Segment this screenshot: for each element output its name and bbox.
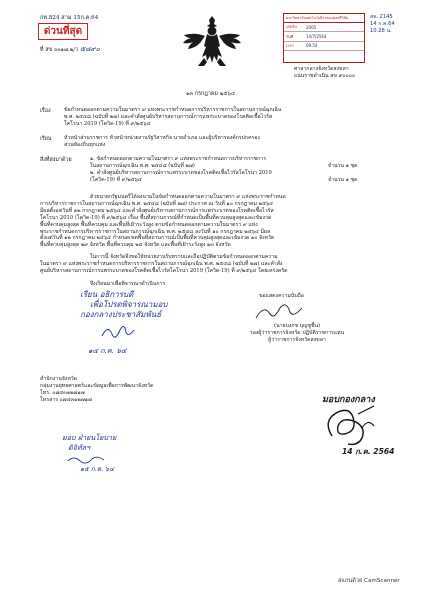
urgency-stamp: ด่วนที่สุด (38, 23, 88, 40)
handwritten-line: เพื่อโปรดพิจารณามอบ (90, 300, 168, 309)
recipient-line: หัวหน้าส่วนราชการ หัวหน้าหน่วยงานรัฐวิสาหกิจ นายอำเภอ และผู้บริหารองค์กรปกครอง (64, 135, 260, 141)
enclosure-line: ในสถานการณ์ฉุกเฉิน พ.ศ. ๒๕๔๘ (ฉบับที่ ๒๗) (90, 162, 195, 169)
body-line: พื้นที่ควบคุมสูงสุด ๒๙ จังหวัด พื้นที่ควบคุม ๒๕ จังหวัด และพื้นที่เฝ้าระวังสูง ๑๓ จังหวัด (40, 242, 231, 249)
side-reference-line: 14 ก.ค.64 (370, 20, 395, 27)
body-line: โคโรนา 2019 (โควิด-19) ที่ ๙/๒๕๖๔ เรื่อง พื้นที่สถานการณ์ที่กำหนดเป็นพื้นที่ควบคุมสูงสุดและเข้มงวด (40, 214, 272, 221)
body-line: ด้วยนายกรัฐมนตรีได้ลงนามในข้อกำหนดออกตามความในมาตรา ๙ แห่งพระราชกำหนด (90, 194, 286, 200)
receive-stamp-row (284, 23, 364, 32)
enclosure-qty: จำนวน ๑ ชุด (328, 163, 358, 169)
body-line: ศูนย์บริหารสถานการณ์การแพร่ระบาดของโรคติดเชื้อไวรัสโคโรนา 2019 (โควิด-19) ที่ ๙/๒๕๖๔ โดยเคร่งครัด (40, 267, 288, 274)
receive-stamp-key: เลขรับ (286, 24, 297, 30)
handwritten-forward-note (80, 290, 168, 320)
garuda-emblem-icon (180, 12, 244, 70)
enclosure-qty: จำนวน ๑ ชุด (328, 177, 358, 183)
enclosure-item-2 (90, 170, 272, 184)
sender-address (294, 66, 355, 81)
body-paragraph-1 (40, 194, 386, 249)
recipient-line: ส่วนท้องถิ่นทุกแห่ง (64, 141, 106, 148)
body-line: ในการนี้ จังหวัดจึงขอให้หน่วยงานรับทราบและถือปฏิบัติตามข้อกำหนดออกตามความ (90, 254, 278, 260)
body-line: ตั้งแต่วันที่ ๑๒ กรกฎาคม ๒๕๖๔ กำหนดเขตพื้นที่สถานการณ์เป็นพื้นที่ควบคุมสูงสุดและเข้มงวด ๑๐ จังหวัด (40, 235, 275, 242)
side-reference-line: สจ. 2145 (370, 14, 393, 20)
receive-stamp-value: 14/7/2564 (306, 34, 327, 40)
handwritten-line: เรียน อธิการบดี (80, 290, 134, 299)
enclosure-line: ๑. ข้อกำหนดออกตามความในมาตรา ๙ แห่งพระราชกำหนดการบริหารราชการ (90, 156, 267, 162)
body-line: การบริหารราชการในสถานการณ์ฉุกเฉิน พ.ศ. ๒๕๔๘ (ฉบับที่ ๒๗) ประกาศ ณ วันที่ ๑๐ กรกฎาคม ๒๕๖๔ (40, 200, 274, 207)
closing-request: จึงเรียนมาเพื่อพิจารณาดำเนินการ (90, 281, 166, 287)
subject-line: ข้อกำหนดออกตามความในมาตรา ๙ แห่งพระราชกำหนดการบริหารราชการในสถานการณ์ฉุกเฉิน (64, 107, 282, 113)
received-code: กท.824 สาม 15ก.ค.64 (40, 15, 99, 21)
handwritten-line: มอบ ฝ่ายนโยบาย (62, 433, 117, 442)
receive-stamp-row (284, 32, 364, 41)
body-line: มีผลตั้งแต่วันที่ ๑๒ กรกฎาคม ๒๕๖๔ และคำสั่งศูนย์บริหารสถานการณ์การแพร่ระบาดของโรคติดเชื้อไวรัส (40, 207, 274, 214)
handwritten-signature-1 (100, 322, 136, 344)
recipient-label: เรียน (40, 136, 52, 142)
enclosures-label: สิ่งที่ส่งมาด้วย (40, 157, 72, 163)
subject-label: เรื่อง (40, 108, 51, 114)
contact-tel: โทร. ๐๗๔๓๑๒๗๑๗ (40, 389, 85, 396)
receive-stamp-title: มหาวิทยาลัยเทคโนโลยีราชมงคลศรีวิชัย (284, 14, 364, 23)
body-line: พระราชกำหนดการบริหารราชการในสถานการณ์ฉุกเฉิน พ.ศ. ๒๕๔๘ ลงวันที่ ๑๐ กรกฎาคม ๒๕๖๔ มีผล (40, 228, 271, 235)
document-number-handwritten: ๕๘๙๐ (79, 45, 100, 53)
document-date: ๑๓ กรกฎาคม ๒๕๖๔ (186, 91, 235, 97)
contact-fax: โทรสาร ๐๗๔๓๑๒๗๑๗ (40, 396, 92, 403)
handwritten-line: กองกลางประชาสัมพันธ์ (80, 310, 162, 319)
closing-text: ขอแสดงความนับถือ (259, 293, 304, 299)
executive-signature (318, 402, 382, 446)
contact-office: สำนักงานจังหวัด (40, 376, 78, 382)
handwritten-assign-division: มอบกองกลาง (322, 395, 375, 405)
body-paragraph-2 (40, 254, 386, 275)
contact-block (40, 376, 153, 404)
receive-stamp-row (284, 42, 364, 51)
receive-stamp-value: 09.54 (306, 43, 318, 49)
scanner-watermark: สแกนด้วย CamScanner (338, 578, 400, 584)
signer-position: ผู้ว่าราชการจังหวัดสงขลา (268, 336, 326, 343)
signer-position: รองผู้ว่าราชการจังหวัด ปฏิบัติราชการแทน (250, 329, 345, 336)
receive-stamp-value: 2005 (306, 24, 317, 30)
handwritten-date-3: 14 ก.ค. 2564 (342, 447, 395, 456)
handwritten-line: ดิจิทัลฯ (68, 443, 91, 452)
signer-name: (นายบงกช บุญชูชื่น) (274, 323, 321, 329)
body-line: พื้นที่ควบคุมสูงสุด พื้นที่ควบคุม และพื้นที่เฝ้าระวังสูง ตามข้อกำหนดออกตามความในมาตรา ๙ แห่ง (40, 221, 258, 228)
signer-block (250, 323, 344, 344)
contact-group: กลุ่มงานยุทธศาสตร์และข้อมูลเพื่อการพัฒนาจังหวัด (40, 382, 154, 389)
subject-line: พ.ศ. ๒๕๔๘ (ฉบับที่ ๒๗) และคำสั่งศูนย์บริหารสถานการณ์การแพร่ระบาดของโรคติดเชื้อไวรัส (64, 113, 273, 120)
handwritten-date: ๑๔ ก.ค. ๖๔ (88, 346, 127, 355)
side-reference-line: 10.28 น. (370, 27, 392, 34)
receive-stamp (283, 13, 365, 63)
handwritten-date-2: ๑๕ ก.ค. ๖๔ (80, 465, 115, 473)
document-number (40, 44, 100, 55)
sender-road: ถนนราชดำเนิน สข ๙๐๐๐๐ (294, 73, 356, 80)
sender-office: ศาลากลางจังหวัดสงขลา (294, 66, 349, 72)
side-reference (370, 14, 395, 34)
document-number-prefix: ที่ สข ๐๐๑๗.๒/ว (40, 47, 79, 53)
subject-text (64, 107, 281, 128)
signer-signature (252, 302, 308, 324)
enclosure-line: (โควิด-19) ที่ ๙/๒๕๖๔ (90, 176, 142, 183)
recipient-text (64, 135, 260, 149)
body-line: ในมาตรา ๙ แห่งพระราชกำหนดการบริหารราชการในสถานการณ์ฉุกเฉิน พ.ศ. ๒๕๔๘ (ฉบับที่ ๒๗) และคำสั่ง (40, 260, 283, 267)
handwritten-assign-note (62, 433, 116, 453)
subject-line: โคโรนา 2019 (โควิด-19) ที่ ๙/๒๕๖๔ (64, 120, 151, 127)
handwritten-signature-2 (66, 454, 106, 464)
receive-stamp-key: เวลา (286, 42, 294, 48)
enclosure-item-1 (90, 156, 266, 170)
receive-stamp-key: วันที่ (286, 33, 294, 39)
enclosure-line: ๒. คำสั่งศูนย์บริหารสถานการณ์การแพร่ระบาดของโรคติดเชื้อไวรัสโคโรนา 2019 (90, 170, 272, 176)
